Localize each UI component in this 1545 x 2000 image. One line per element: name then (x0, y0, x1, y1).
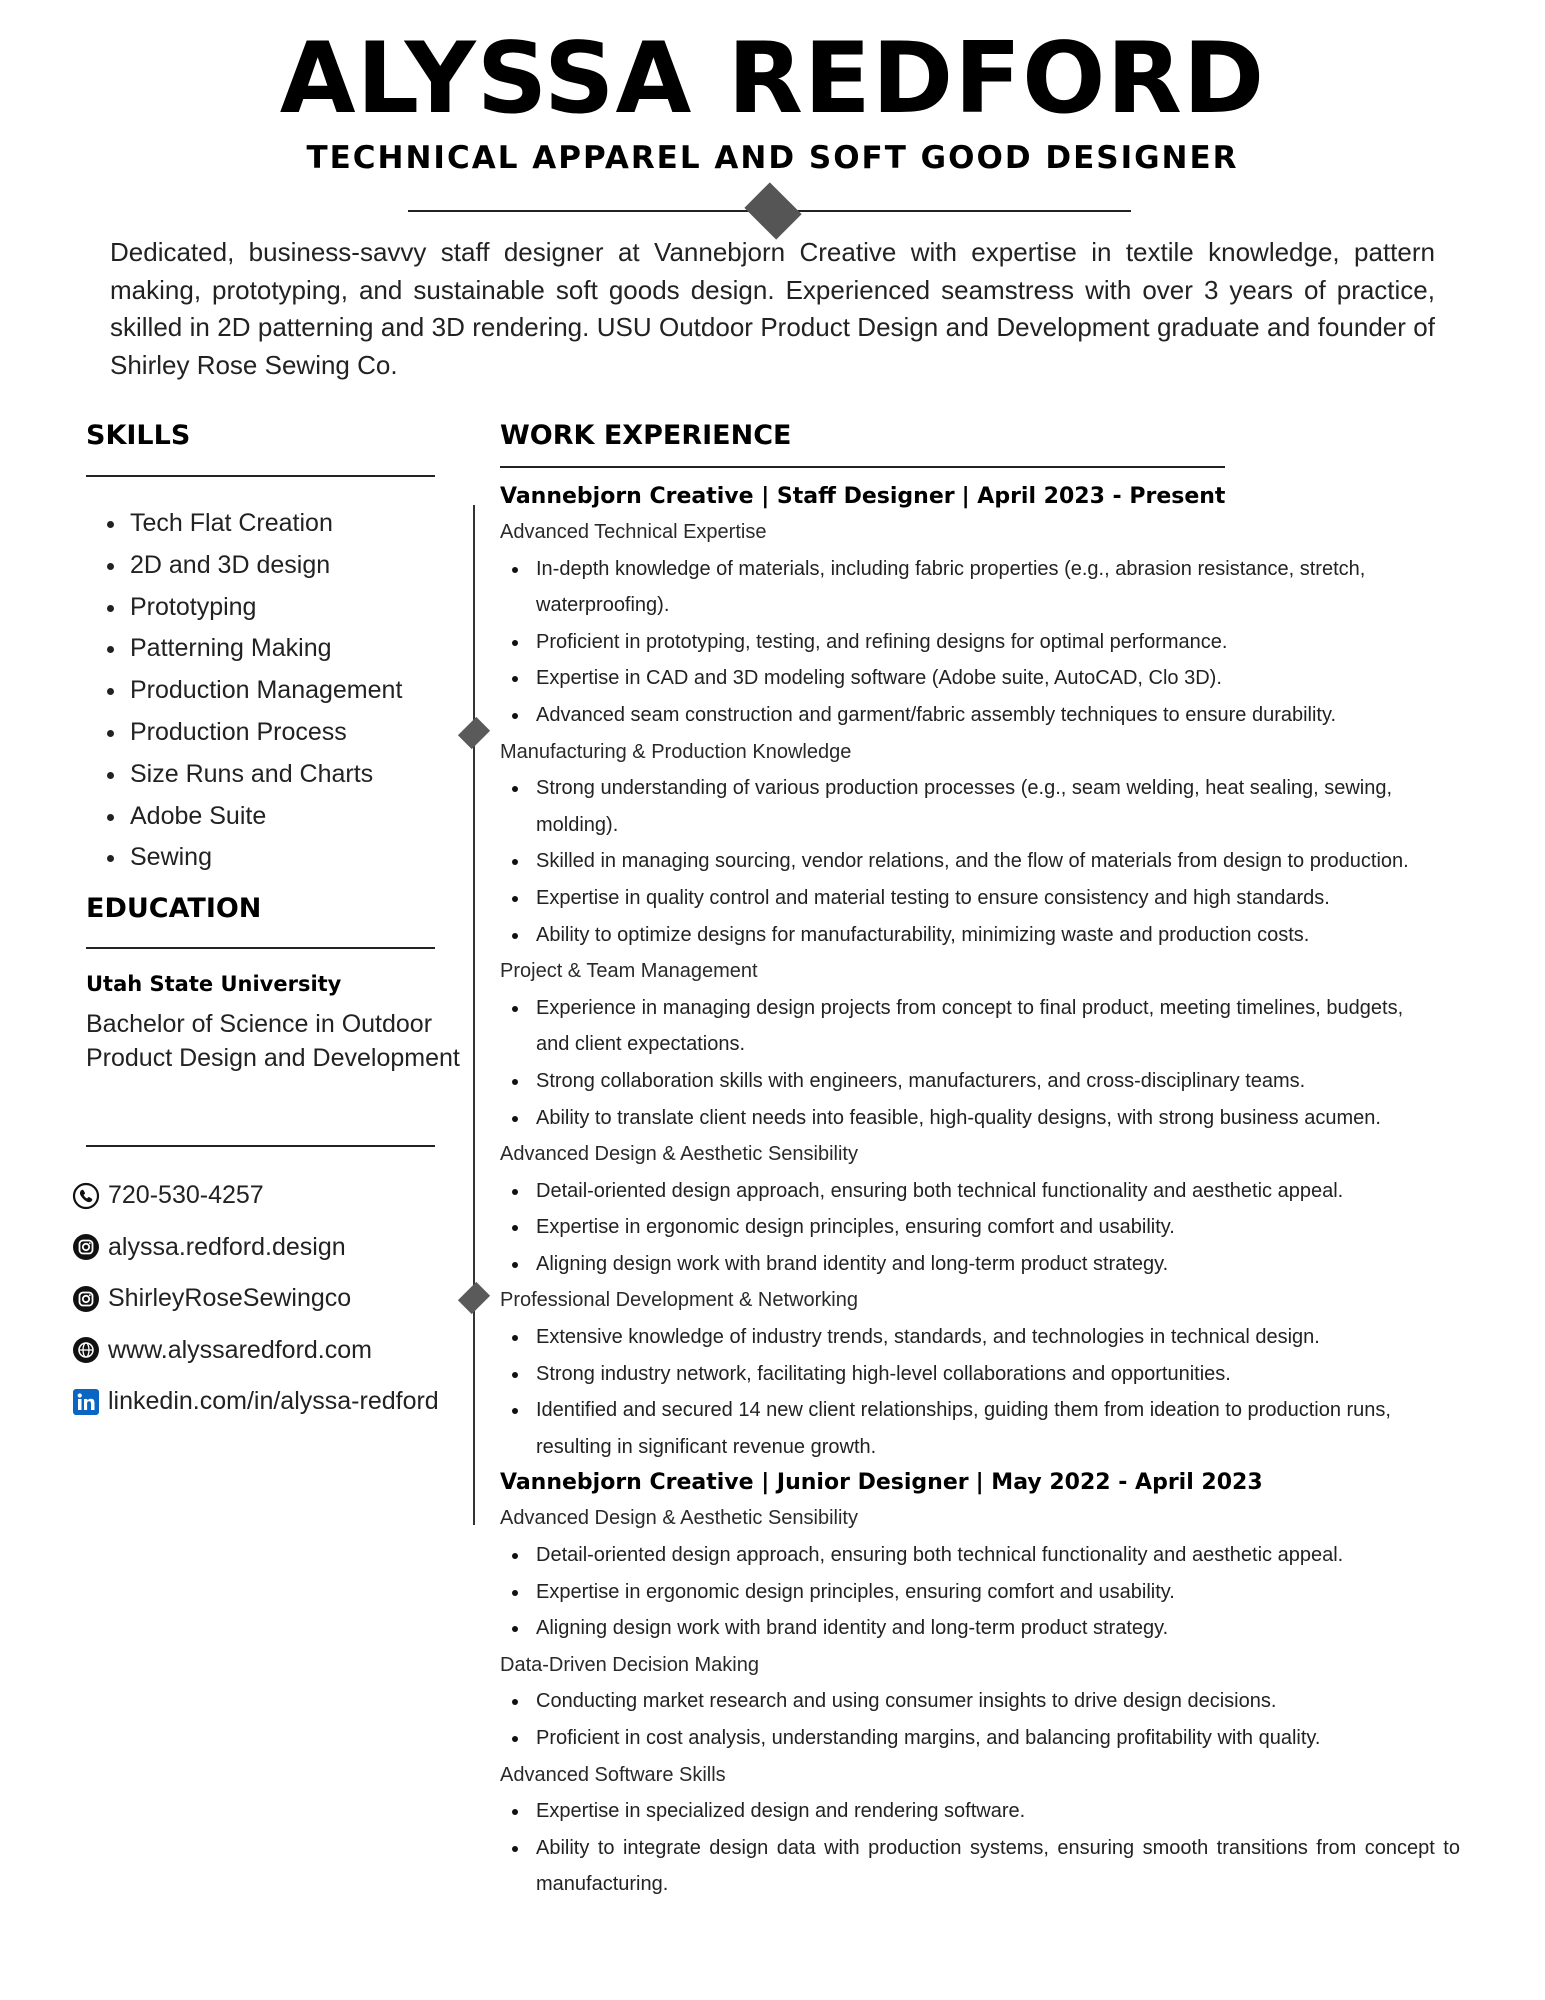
work-experience-heading: WORK EXPERIENCE (500, 420, 792, 451)
job-bullet: Extensive knowledge of industry trends, standards, and technologies in technical design. (500, 1319, 1460, 1356)
job-bullet: Detail-oriented design approach, ensuring both technical functionality and aesthetic appeal. (500, 1173, 1460, 1210)
skill-item: • 2D and 3D design (128, 545, 402, 587)
skill-item: • Sewing (128, 837, 402, 879)
timeline-diamond-upper (458, 717, 490, 749)
contact-website[interactable] (72, 1325, 439, 1377)
skills-divider (86, 475, 435, 477)
timeline-line (473, 505, 475, 1525)
contact-list (72, 1170, 439, 1428)
work-experience-divider (500, 466, 1225, 468)
instagram-icon (72, 1285, 100, 1313)
contact-instagram-design[interactable] (72, 1222, 439, 1274)
resume-name: ALYSSA REDFORD (279, 22, 1266, 136)
job-bullet: Skilled in managing sourcing, vendor relations, and the flow of materials from design to production. (500, 843, 1416, 880)
job-bullet: Strong collaboration skills with engineers, manufacturers, and cross-disciplinary teams. (500, 1063, 1460, 1100)
header-diamond-ornament (744, 182, 801, 239)
education-school: Utah State University (86, 972, 342, 996)
education-divider (86, 947, 435, 949)
contacts-divider (86, 1145, 435, 1147)
job-bullet: Ability to optimize designs for manufacturability, minimizing waste and production costs. (500, 917, 1460, 954)
job-dates: | April 2023 - Present (961, 484, 1226, 509)
job-subheading: Project & Team Management (500, 960, 758, 983)
timeline-diamond-lower (458, 1282, 490, 1314)
job-bullet: Experience in managing design projects from concept to final product, meeting timelines, budgets, and client expectations. (500, 990, 1416, 1063)
education-heading: EDUCATION (86, 893, 262, 924)
job-bullet: Advanced seam construction and garment/fabric assembly techniques to ensure durability. (500, 697, 1460, 734)
contact-phone-text: 720-530-4257 (108, 1181, 264, 1210)
education-degree: Bachelor of Science in Outdoor Product Design and Development (86, 1010, 460, 1072)
skills-list (86, 503, 402, 879)
summary-paragraph: Dedicated, business-savvy staff designer at Vannebjorn Creative with expertise in textile knowledge, pattern making, prototyping, and sustainable soft goods design. Experienced seamstress with over 3 years of practice, skilled in 2D patterning and 3D rendering. USU Outdoor Product Design and Development graduate and founder of Shirley Rose Sewing Co. (110, 237, 1435, 380)
linkedin-icon (72, 1388, 100, 1416)
job-bullet: Proficient in cost analysis, understanding margins, and balancing profitability with quality. (500, 1720, 1460, 1757)
contact-instagram-sewing-text: ShirleyRoseSewingco (108, 1284, 352, 1313)
skill-item: • Production Process (128, 712, 402, 754)
job-subheading: Professional Development & Networking (500, 1289, 858, 1312)
job-bullet: Conducting market research and using consumer insights to drive design decisions. (500, 1683, 1460, 1720)
job-bullet: Detail-oriented design approach, ensuring both technical functionality and aesthetic appeal. (500, 1537, 1460, 1574)
skill-item: • Tech Flat Creation (128, 503, 402, 545)
job-role: Vannebjorn Creative | Staff Designer (500, 484, 955, 509)
job-bullet: In-depth knowledge of materials, including fabric properties (e.g., abrasion resistance, stretch, waterproofing). (500, 551, 1416, 624)
job-bullet: Aligning design work with brand identity and long-term product strategy. (500, 1246, 1460, 1283)
phone-icon (72, 1182, 100, 1210)
job-subheading: Advanced Design & Aesthetic Sensibility (500, 1507, 858, 1530)
skills-heading: SKILLS (86, 420, 191, 451)
job-bullet: Ability to translate client needs into feasible, high-quality designs, with strong business acumen. (500, 1100, 1416, 1137)
job-subheading: Advanced Technical Expertise (500, 521, 767, 543)
job-bullet: Expertise in CAD and 3D modeling software (Adobe suite, AutoCAD, Clo 3D). (500, 660, 1460, 697)
job-heading (500, 1465, 1460, 1500)
job-bullet: Strong understanding of various production processes (e.g., seam welding, heat sealing, sewing, molding). (500, 770, 1416, 843)
skill-item: • Patterning Making (128, 628, 402, 670)
job-bullet: Expertise in ergonomic design principles, ensuring comfort and usability. (500, 1574, 1460, 1611)
job-subheading: Advanced Design & Aesthetic Sensibility (500, 1143, 858, 1166)
job-role: Vannebjorn Creative | Junior Designer (500, 1470, 969, 1496)
job-subheading: Manufacturing & Production Knowledge (500, 740, 852, 763)
contact-linkedin[interactable] (72, 1376, 439, 1428)
job-bullet: Aligning design work with brand identity and long-term product strategy. (500, 1610, 1460, 1647)
job-bullet: Proficient in prototyping, testing, and refining designs for optimal performance. (500, 624, 1460, 661)
instagram-icon (72, 1233, 100, 1261)
skill-item: • Size Runs and Charts (128, 754, 402, 796)
job-bullet: Expertise in ergonomic design principles, ensuring comfort and usability. (500, 1209, 1460, 1246)
job-bullet: Expertise in quality control and material testing to ensure consistency and high standards. (500, 880, 1460, 917)
contact-instagram-design-text: alyssa.redford.design (108, 1232, 346, 1261)
contact-phone[interactable] (72, 1170, 439, 1222)
job-subheading: Advanced Software Skills (500, 1763, 726, 1786)
contact-linkedin-text: linkedin.com/in/alyssa-redford (108, 1387, 439, 1416)
job-dates: | May 2022 - April 2023 (975, 1470, 1263, 1496)
job-subheading: Data-Driven Decision Making (500, 1653, 759, 1676)
skill-item: • Adobe Suite (128, 796, 402, 838)
job-bullet: Identified and secured 14 new client relationships, guiding them from ideation to production runs, resulting in significant revenue growth. (500, 1392, 1456, 1465)
skill-item: • Prototyping (128, 587, 402, 629)
skill-item: • Production Management (128, 670, 402, 712)
job-bullet: Strong industry network, facilitating high-level collaborations and opportunities. (500, 1356, 1460, 1393)
contact-instagram-sewing[interactable] (72, 1273, 439, 1325)
job-bullet: Ability to integrate design data with production systems, ensuring smooth transitions from concept to manufacturing. (500, 1830, 1460, 1903)
job-bullet: Expertise in specialized design and rendering software. (500, 1793, 1460, 1830)
contact-website-text: www.alyssaredford.com (108, 1335, 372, 1364)
globe-icon (72, 1336, 100, 1364)
job-heading (500, 479, 1460, 514)
resume-title: TECHNICAL APPAREL AND SOFT GOOD DESIGNER (306, 140, 1239, 176)
work-experience-section (500, 479, 1460, 1903)
